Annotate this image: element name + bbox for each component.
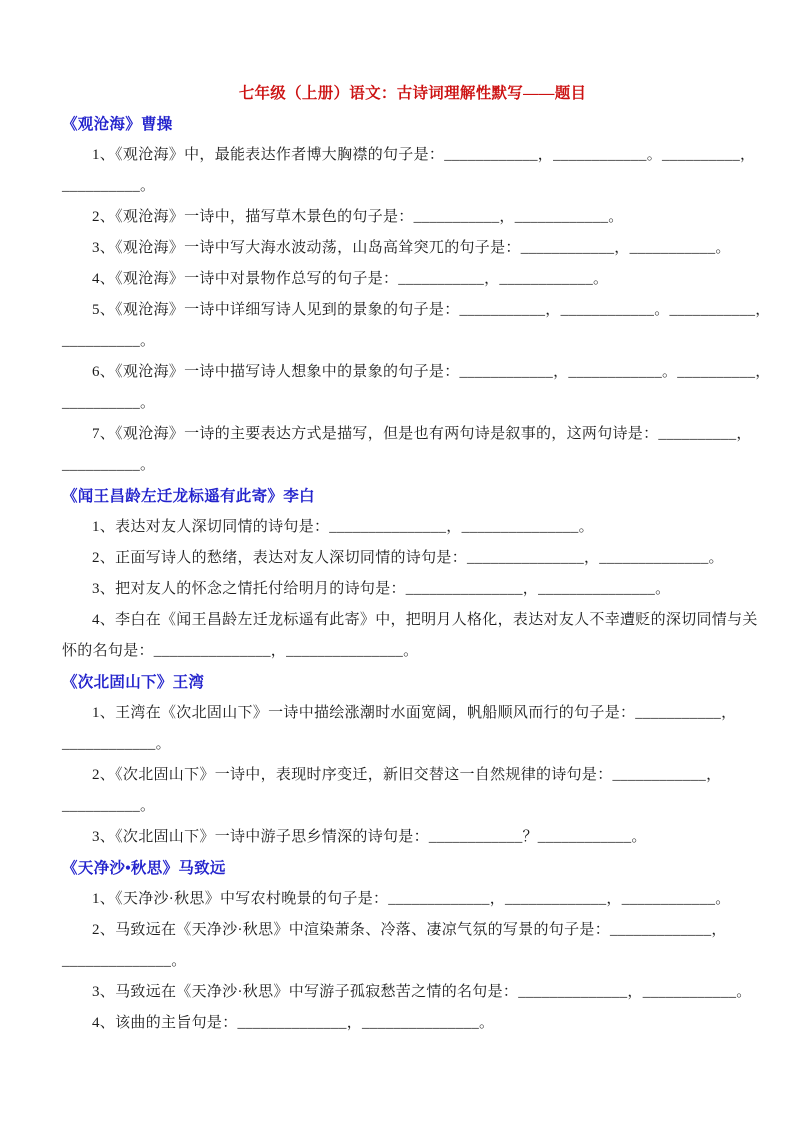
- question-line: 4、该曲的主旨句是：______________，_______________。: [92, 1015, 495, 1031]
- question-line: 2、《观沧海》一诗中，描写草木景色的句子是：___________，____________。: [92, 209, 624, 225]
- section-header-tianjingsha: 《天净沙•秋思》马致远: [62, 860, 226, 877]
- question-line: 3、马致远在《天净沙·秋思》中写游子孤寂愁苦之情的名句是：______________，____________。: [92, 984, 752, 1000]
- question-line-continuation: __________。: [62, 178, 156, 194]
- question-line-continuation: __________。: [62, 798, 156, 814]
- question-line-continuation: __________。: [62, 457, 156, 473]
- page-title: 七年级（上册）语文：古诗词理解性默写——题目: [238, 85, 587, 102]
- question-line: 2、《次北固山下》一诗中，表现时序变迁，新旧交替这一自然规律的诗句是：____________，: [92, 767, 722, 783]
- question-line: 1、《天净沙·秋思》中写农村晚景的句子是：_____________，_____________，____________。: [92, 891, 731, 907]
- question-line: 6、《观沧海》一诗中描写诗人想象中的景象的句子是：____________，____________。__________，: [92, 364, 771, 380]
- question-line: 3、《次北固山下》一诗中游子思乡情深的诗句是：____________？____________。: [92, 829, 647, 845]
- question-line: 1、表达对友人深切同情的诗句是：_______________，_______________。: [92, 519, 594, 535]
- question-line: 2、正面写诗人的愁绪，表达对友人深切同情的诗句是：_______________，______________。: [92, 550, 724, 566]
- question-line-continuation: __________。: [62, 395, 156, 411]
- question-line-continuation: ____________。: [62, 736, 171, 752]
- section-header-cibeigushanxia: 《次北固山下》王湾: [62, 674, 205, 691]
- question-line: 4、李白在《闻王昌龄左迁龙标遥有此寄》中，把明月人格化，表达对友人不幸遭贬的深切同情与关: [92, 612, 758, 628]
- question-line: 4、《观沧海》一诗中对景物作总写的句子是：___________，____________。: [92, 271, 609, 287]
- question-line: 7、《观沧海》一诗的主要表达方式是描写，但是也有两句诗是叙事的，这两句诗是：__________，: [92, 426, 752, 442]
- question-line: 3、《观沧海》一诗中写大海水波动荡，山岛高耸突兀的句子是：____________，___________。: [92, 240, 731, 256]
- question-line: 5、《观沧海》一诗中详细写诗人见到的景象的句子是：___________，____________。___________，: [92, 302, 771, 318]
- question-line: 1、王湾在《次北固山下》一诗中描绘涨潮时水面宽阔，帆船顺风而行的句子是：___________，: [92, 705, 737, 721]
- question-line: 3、把对友人的怀念之情托付给明月的诗句是：_______________，_______________。: [92, 581, 671, 597]
- question-line: 2、马致远在《天净沙·秋思》中渲染萧条、冷落、凄凉气氛的写景的句子是：_____________，: [92, 922, 727, 938]
- question-line-continuation: 怀的名句是：_______________，_______________。: [62, 643, 419, 659]
- question-line-continuation: ______________。: [62, 953, 187, 969]
- question-line: 1、《观沧海》中，最能表达作者博大胸襟的句子是：____________，____________。__________，: [92, 147, 756, 163]
- question-line-continuation: __________。: [62, 333, 156, 349]
- section-header-guancanghai: 《观沧海》曹操: [62, 116, 173, 133]
- section-header-wenwangchangling: 《闻王昌龄左迁龙标遥有此寄》李白: [62, 488, 315, 505]
